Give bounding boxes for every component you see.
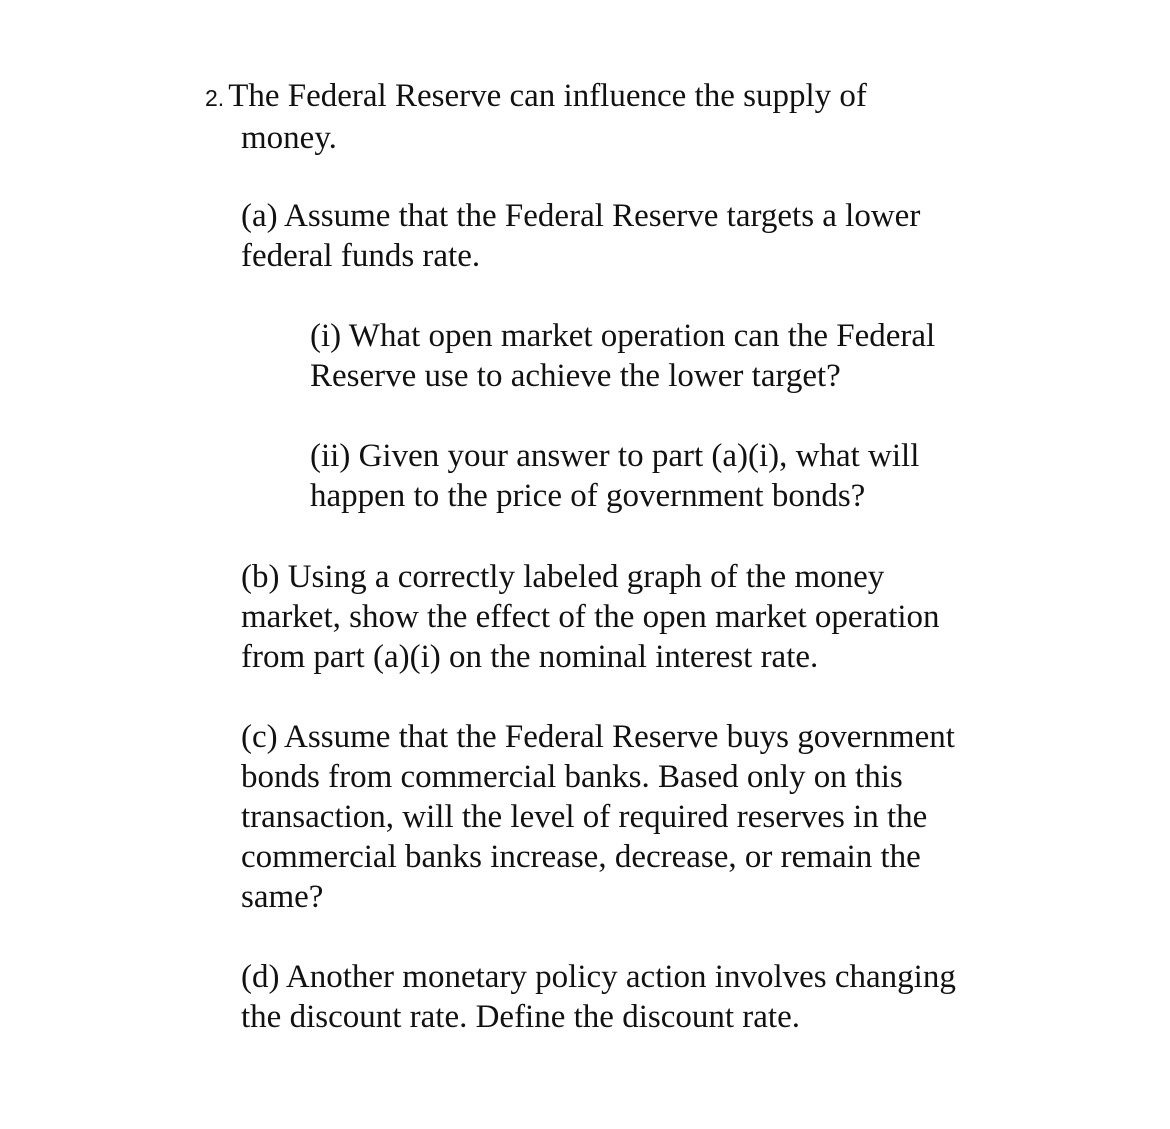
- part-d: [241, 957, 1021, 1037]
- part-b-line: market, show the effect of the open market operation: [241, 599, 940, 635]
- part-c: [241, 717, 1021, 917]
- part-c-line: same?: [241, 879, 324, 915]
- part-a: [241, 196, 981, 276]
- part-a-i-line: (i) What open market operation can the Federal: [310, 318, 936, 354]
- part-b: [241, 557, 1001, 677]
- part-a-ii-line: (ii) Given your answer to part (a)(i), what will: [310, 438, 920, 474]
- part-d-line: the discount rate. Define the discount rate.: [241, 999, 800, 1035]
- question-text-line-1: The Federal Reserve can influence the supply of: [228, 78, 867, 114]
- question-text-line-2: money.: [241, 120, 337, 156]
- part-d-line: (d) Another monetary policy action involves changing: [241, 959, 956, 995]
- part-c-line: transaction, will the level of required reserves in the: [241, 799, 928, 835]
- part-b-line: from part (a)(i) on the nominal interest rate.: [241, 639, 819, 675]
- part-a-line: (a) Assume that the Federal Reserve targets a lower: [241, 198, 921, 234]
- part-a-i: [310, 316, 990, 396]
- part-a-ii-line: happen to the price of government bonds?: [310, 478, 866, 514]
- part-c-line: commercial banks increase, decrease, or remain the: [241, 839, 921, 875]
- question-number: 2.: [205, 85, 225, 111]
- part-c-line: bonds from commercial banks. Based only on this: [241, 759, 903, 795]
- part-c-line: (c) Assume that the Federal Reserve buys government: [241, 719, 955, 755]
- part-a-i-line: Reserve use to achieve the lower target?: [310, 358, 841, 394]
- part-b-line: (b) Using a correctly labeled graph of the money: [241, 559, 885, 595]
- part-a-ii: [310, 436, 990, 516]
- question-header: [205, 76, 965, 158]
- part-a-line: federal funds rate.: [241, 238, 481, 274]
